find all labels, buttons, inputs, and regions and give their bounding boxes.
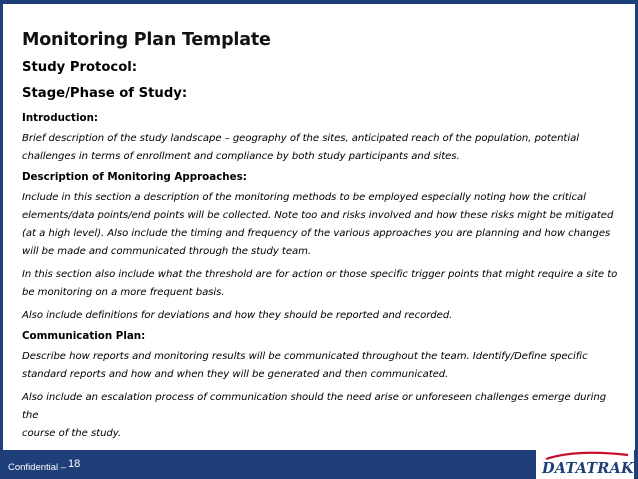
communication-plan-paragraph-1 — [22, 348, 620, 384]
text-line: standard reports and how and when they will be generated and then communicated. — [22, 369, 449, 380]
page-title: Monitoring Plan Template — [22, 30, 271, 50]
slide-content — [22, 30, 620, 448]
text-line: elements/data points/end points will be collected. Note too and risks involved and how these risks might be mitigated — [22, 210, 614, 221]
monitoring-approaches-paragraph-3 — [22, 307, 620, 325]
page-number: 18 — [68, 458, 81, 470]
monitoring-approaches-heading: Description of Monitoring Approaches: — [22, 171, 247, 183]
introduction-heading: Introduction: — [22, 112, 99, 124]
text-line: Describe how reports and monitoring results will be communicated throughout the team. Identify/Define specific — [22, 351, 588, 362]
text-line: Also include an escalation process of communication should the need arise or unforeseen challenges emerge during the — [22, 392, 607, 421]
text-line: In this section also include what the threshold are for action or those specific trigger points that might require a site to — [22, 269, 618, 280]
text-line: be monitoring on a more frequent basis. — [22, 287, 225, 298]
text-line: will be made and communicated through the study team. — [22, 246, 312, 257]
monitoring-approaches-paragraph-2 — [22, 266, 620, 302]
text-line: course of the study. — [22, 428, 122, 439]
study-protocol-label: Study Protocol: — [22, 60, 138, 75]
datatrak-logo — [536, 449, 634, 479]
text-line: challenges in terms of enrollment and compliance by both study participants and sites. — [22, 151, 460, 162]
text-line: Also include definitions for deviations and how they should be reported and recorded. — [22, 310, 453, 321]
introduction-paragraph — [22, 130, 620, 166]
monitoring-approaches-paragraph-1 — [22, 189, 620, 261]
text-line: Brief description of the study landscape – geography of the sites, anticipated reach of the population, potential — [22, 133, 579, 144]
text-line: Include in this section a description of the monitoring methods to be employed especially noting how the critical — [22, 192, 586, 203]
text-line: (at a high level). Also include the timing and frequency of the various approaches you are planning and how changes — [22, 228, 611, 239]
communication-plan-paragraph-2 — [22, 389, 620, 443]
stage-phase-label: Stage/Phase of Study: — [22, 86, 188, 101]
communication-plan-heading: Communication Plan: — [22, 330, 146, 342]
confidential-label: Confidential – — [8, 462, 67, 473]
logo-text: DATATRAK — [542, 460, 634, 477]
